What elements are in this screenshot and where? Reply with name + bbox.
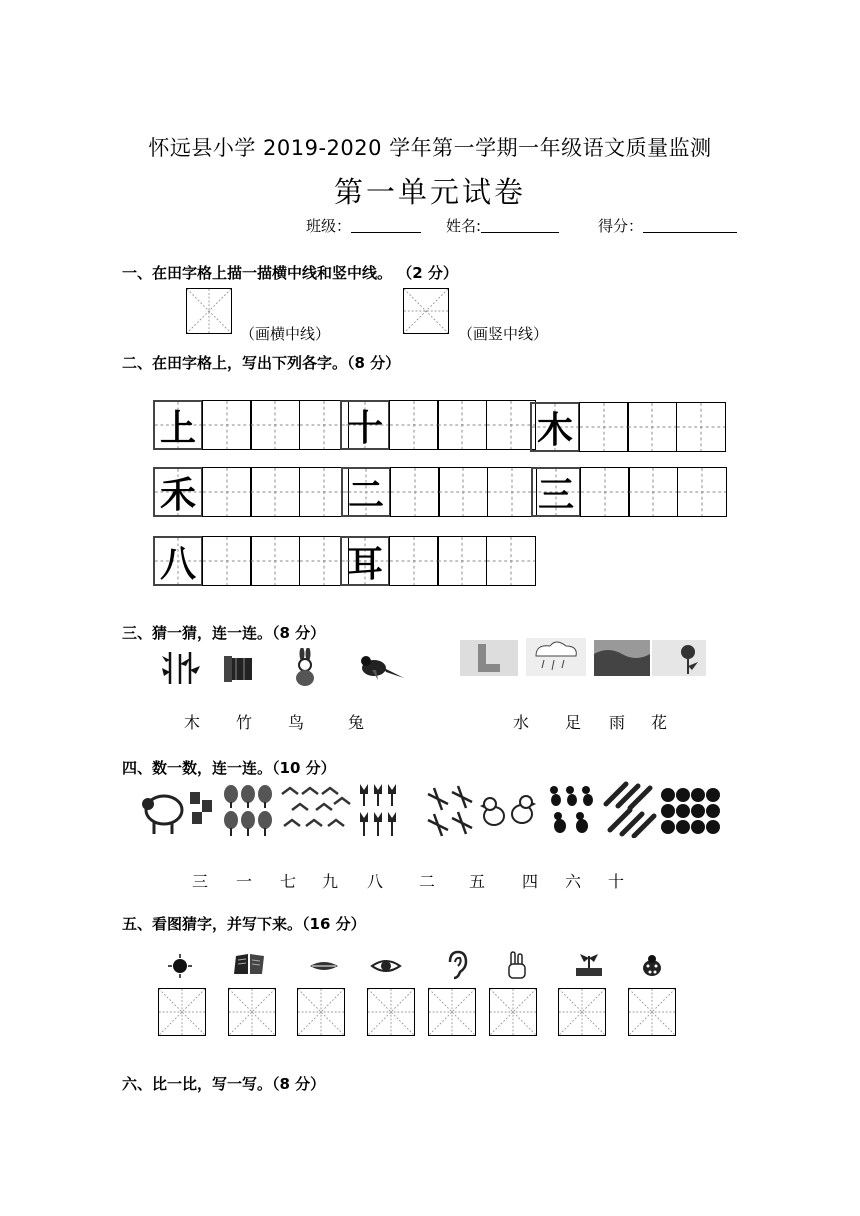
number-word[interactable]: 五 <box>469 872 486 891</box>
match-word-right[interactable]: 雨 <box>609 713 626 732</box>
water-icon <box>594 640 650 676</box>
match-word-right[interactable]: 花 <box>651 713 668 732</box>
writing-cell[interactable] <box>677 467 727 517</box>
match-word-left[interactable]: 兔 <box>348 713 365 732</box>
name-blank[interactable] <box>481 218 559 233</box>
number-word[interactable]: 一 <box>236 872 253 891</box>
writing-cell[interactable] <box>202 400 252 450</box>
writing-cell[interactable] <box>437 400 487 450</box>
number-word[interactable]: 三 <box>192 872 209 891</box>
writing-grid-row <box>153 467 349 517</box>
writing-grid-row <box>153 536 349 586</box>
answer-cell[interactable] <box>628 988 676 1036</box>
writing-cell[interactable] <box>202 467 252 517</box>
name-label: 姓名: <box>446 217 482 235</box>
tulips-group-icon <box>356 780 402 838</box>
ants-group-icon <box>546 780 598 838</box>
model-char-cell <box>153 536 203 586</box>
match-word-left[interactable]: 鸟 <box>288 713 305 732</box>
model-char-cell <box>340 400 390 450</box>
pencils-group-icon <box>602 780 658 838</box>
hand-icon <box>506 950 528 980</box>
number-word[interactable]: 八 <box>367 872 384 891</box>
model-char: 木 <box>536 409 573 451</box>
match-word-right[interactable]: 足 <box>565 713 582 732</box>
writing-grid-row <box>340 400 536 450</box>
model-char-cell <box>340 536 390 586</box>
model-char-cell <box>341 467 391 517</box>
writing-cell[interactable] <box>676 402 726 452</box>
chicks-group-icon <box>480 790 538 834</box>
wood-icon <box>222 652 258 684</box>
writing-grid-row <box>341 467 537 517</box>
ear-icon <box>446 950 468 980</box>
note-vertical-line: （画竖中线） <box>458 325 549 343</box>
model-char: 八 <box>159 543 196 585</box>
model-char: 耳 <box>346 543 383 585</box>
answer-cell[interactable] <box>158 988 206 1036</box>
writing-grid-row <box>153 400 349 450</box>
section5-heading: 五、看图猜字，并写下来。（16 分） <box>122 915 366 933</box>
writing-cell[interactable] <box>389 536 439 586</box>
mouth-icon <box>308 958 340 974</box>
match-word-left[interactable]: 竹 <box>236 713 253 732</box>
model-char-cell <box>531 467 581 517</box>
bug-icon <box>640 954 664 978</box>
exam-title-line1: 怀远县小学 2019-2020 学年第一学期一年级语文质量监测 <box>148 136 712 160</box>
birds-group-icon <box>280 782 352 838</box>
section6-heading: 六、比一比，写一写。（8 分） <box>122 1075 326 1093</box>
writing-cell[interactable] <box>390 467 440 517</box>
writing-grid-row <box>531 467 727 517</box>
number-word[interactable]: 四 <box>522 872 539 891</box>
flower-icon <box>652 640 706 676</box>
rain-icon <box>526 638 586 676</box>
answer-cell[interactable] <box>367 988 415 1036</box>
model-char-cell <box>153 400 203 450</box>
section2-heading: 二、在田字格上，写出下列各字。（8 分） <box>122 354 401 372</box>
writing-grid-row <box>530 402 726 452</box>
dragonflies-group-icon <box>424 784 474 838</box>
match-word-left[interactable]: 木 <box>184 713 201 732</box>
exam-title-line2: 第一单元试卷 <box>333 175 526 209</box>
writing-cell[interactable] <box>202 536 252 586</box>
bird-icon <box>358 652 406 684</box>
book-icon <box>232 952 266 976</box>
answer-cell[interactable] <box>558 988 606 1036</box>
rabbit-icon <box>290 648 320 688</box>
answer-cell[interactable] <box>428 988 476 1036</box>
number-word[interactable]: 六 <box>565 872 582 891</box>
writing-cell[interactable] <box>250 467 300 517</box>
note-horizontal-line: （画横中线） <box>240 325 331 343</box>
class-blank[interactable] <box>351 218 421 233</box>
name-field <box>446 215 559 236</box>
eye-icon <box>370 956 402 976</box>
score-field <box>598 215 737 236</box>
answer-cell[interactable] <box>297 988 345 1036</box>
score-blank[interactable] <box>643 218 737 233</box>
balls-group-icon <box>660 786 722 836</box>
score-label: 得分： <box>598 217 644 235</box>
writing-cell[interactable] <box>437 536 487 586</box>
writing-grid-row <box>340 536 536 586</box>
number-word[interactable]: 七 <box>280 872 297 891</box>
model-char: 十 <box>346 407 383 449</box>
trees-group-icon <box>222 782 274 838</box>
model-char: 禾 <box>159 474 196 516</box>
practice-grid-vertical[interactable] <box>403 288 449 334</box>
class-field <box>306 215 421 236</box>
section4-heading: 四、数一数，连一连。（10 分） <box>122 759 336 777</box>
section1-heading: 一、在田字格上描一描横中线和竖中线。 （2 分） <box>122 264 458 282</box>
soil-icon <box>574 950 604 978</box>
writing-cell[interactable] <box>579 402 629 452</box>
sheep-group-icon <box>140 782 220 838</box>
foot-icon <box>460 640 518 676</box>
section3-heading: 三、猜一猜，连一连。（8 分） <box>122 624 326 642</box>
number-word[interactable]: 二 <box>419 872 436 891</box>
match-word-right[interactable]: 水 <box>513 713 530 732</box>
writing-cell[interactable] <box>628 467 678 517</box>
writing-cell[interactable] <box>438 467 488 517</box>
answer-cell[interactable] <box>489 988 537 1036</box>
sun-icon <box>168 954 192 978</box>
writing-cell[interactable] <box>486 536 536 586</box>
writing-cell[interactable] <box>627 402 677 452</box>
writing-cell[interactable] <box>250 400 300 450</box>
bamboo-icon <box>160 650 202 686</box>
writing-cell[interactable] <box>580 467 630 517</box>
practice-grid-horizontal[interactable] <box>186 288 232 334</box>
model-char-cell <box>530 402 580 452</box>
writing-cell[interactable] <box>487 467 537 517</box>
model-char: 三 <box>537 474 574 516</box>
number-word[interactable]: 十 <box>608 872 625 891</box>
answer-cell[interactable] <box>228 988 276 1036</box>
number-word[interactable]: 九 <box>322 872 339 891</box>
model-char: 上 <box>159 407 196 449</box>
writing-cell[interactable] <box>486 400 536 450</box>
writing-cell[interactable] <box>389 400 439 450</box>
class-label: 班级： <box>306 217 352 235</box>
model-char: 二 <box>347 474 384 516</box>
writing-cell[interactable] <box>250 536 300 586</box>
model-char-cell <box>153 467 203 517</box>
